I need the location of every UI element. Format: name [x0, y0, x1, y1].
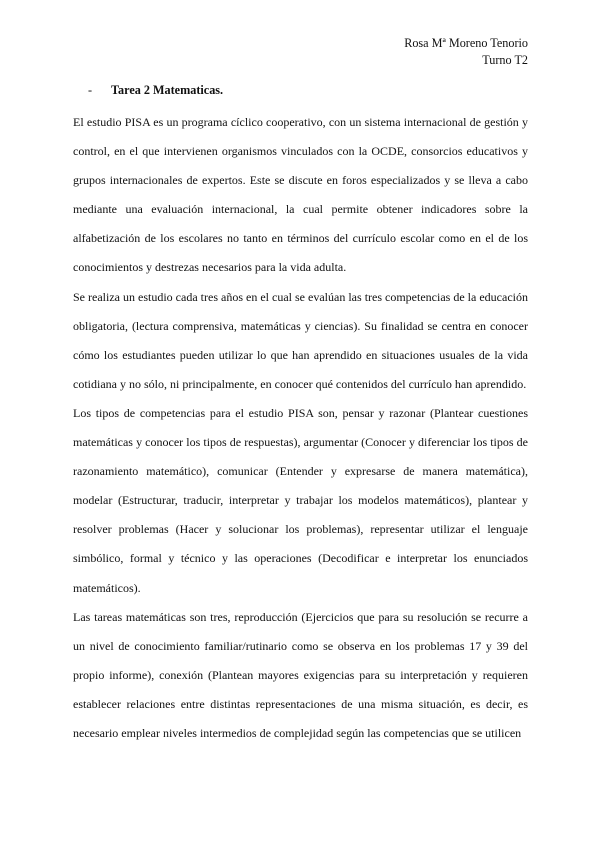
- heading-title: Tarea 2 Matematicas.: [111, 83, 224, 97]
- paragraph-competencies: Los tipos de competencias para el estudio PISA son, pensar y razonar (Plantear cuestiones matemáticas y conocer los tipos de respuestas), argumentar (Conocer y diferenciar los tipos de razonamiento matemático), comunicar (Entender y expresarse de manera matemática), modelar (Estructurar, traducir, interpretar y trabajar los modelos matemáticos), plantear y resolver problemas (Hacer y solucionar los problemas), representar utilizar el lenguaje simbólico, formal y técnico y las operaciones (Decodificar e interpretar los enunciados matemáticos).: [73, 405, 528, 595]
- paragraph-study-frequency: Se realiza un estudio cada tres años en el cual se evalúan las tres competencias de la educación obligatoria, (lectura comprensiva, matemáticas y ciencias). Su finalidad se centra en conocer cómo los estudiantes pueden utilizar lo que han aprendido en situaciones usuales de la vida cotidiana y no sólo, ni principalmente, en conocer qué contenidos del currículo han aprendido.: [73, 289, 528, 391]
- paragraph-pisa-intro: El estudio PISA es un programa cíclico cooperativo, con un sistema internacional de gestión y control, en el que intervienen organismos vinculados con la OCDE, consorcios educativos y grupos internacionales de expertos. Este se discute en foros especializados y se lleva a cabo mediante una evaluación internacional, la cual permite obtener indicadores sobre la alfabetización de los escolares no tanto en términos del currículo escolar como en el de los conocimientos y destrezas necesarios para la vida adulta.: [73, 115, 528, 275]
- page-header: [404, 35, 528, 69]
- group-label: Turno T2: [482, 53, 528, 67]
- author-name: Rosa Mª Moreno Tenorio: [404, 36, 528, 50]
- heading-bullet: -: [88, 83, 93, 97]
- paragraph-math-tasks: Las tareas matemáticas son tres, reproducción (Ejercicios que para su resolución se recurre a un nivel de conocimiento familiar/rutinario como se observa en los problemas 17 y 39 del propio informe), conexión (Plantean mayores exigencias para su interpretación y requieren establecer relaciones entre distintas representaciones de una misma situación, es decir, es necesario emplear niveles intermedios de complejidad según las competencias que se utilicen: [73, 609, 528, 740]
- section-heading: [88, 82, 223, 99]
- body-text: [73, 108, 528, 748]
